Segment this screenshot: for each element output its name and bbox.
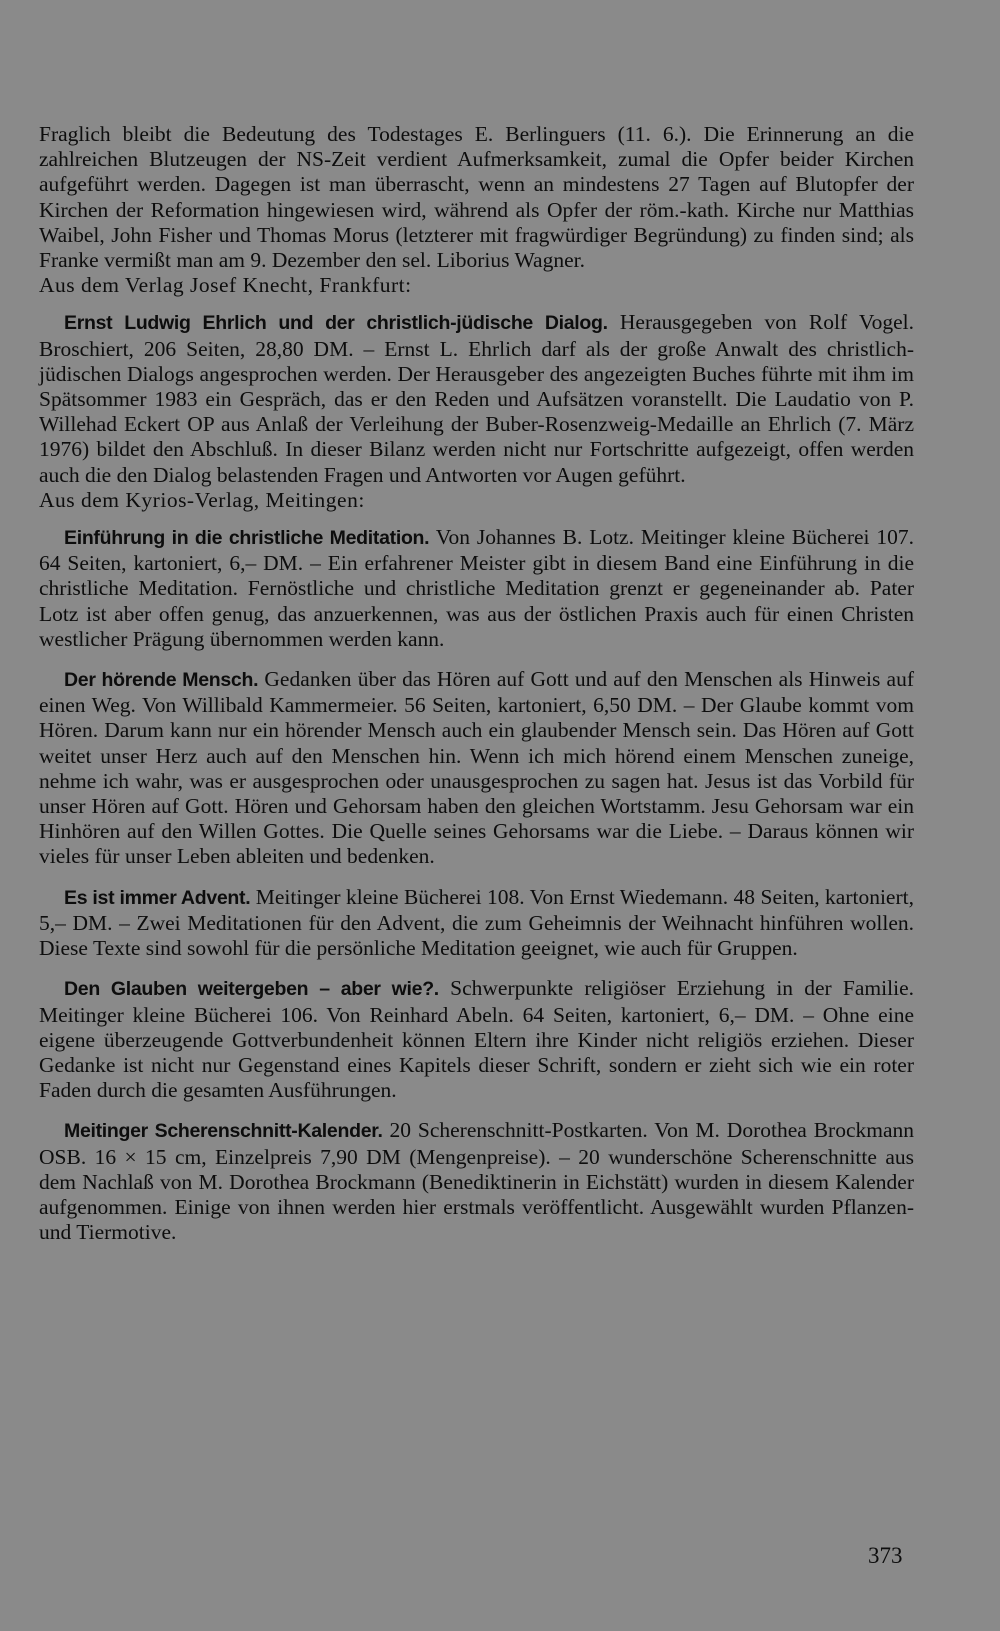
review-entry [39,976,914,1103]
review-entry [39,667,914,870]
review-entry [39,310,914,487]
section-heading-knecht: Aus dem Verlag Josef Knecht, Frankfurt: [39,273,412,298]
review-entry [39,525,914,652]
intro-paragraph: Fraglich bleibt die Bedeutung des Todestages E. Berlinguers (11. 6.). Die Erinnerung an die zahlreichen Blutzeugen der NS-Zeit verdient Aufmerksamkeit, zumal die Opfer beider Kirchen aufgeführt werden. Dagegen ist man überrascht, wenn an mindestens 27 Tagen auf Blutopfer der Kirchen der Reformation hingewiesen wird, während als Opfer der röm.-kath. Kirche nur Matthias Waibel, John Fisher und Thomas Morus (letzterer mit fragwürdiger Begründung) zu finden sind; als Franke vermißt man am 9. Dezember den sel. Liborius Wagner. [39,122,914,273]
entry-text: Schwerpunkte religiöser Erziehung in der Familie. Meitinger kleine Bücherei 106. Von Reinhard Abeln. 64 Seiten, kartoniert, 6,– DM. – Ohne eine eigene überzeugende Gottverbundenheit können Eltern ihre Kinder nicht religiös erziehen. Dieser Gedanke ist nicht nur Gegenstand eines Kapitels dieser Schrift, sondern er zieht sich wie ein roter Faden durch die gesamten Ausführungen. [39,976,914,1103]
entry-title: Meitinger Scherenschnitt-Kalender. [64,1120,383,1143]
entry-title: Einführung in die christliche Meditation. [64,527,430,550]
page-number: 373 [868,1543,903,1568]
entry-text: Von Johannes B. Lotz. Meitinger kleine Bücherei 107. 64 Seiten, kartoniert, 6,– DM. – Ein erfahrener Meister gibt in diesem Band eine Einführung in die christliche Meditation. Fernöstliche und christliche Meditation grenzt er gegeneinander ab. Pater Lotz ist aber offen genug, das anzuerkennen, was aus der östlichen Praxis auch für einen Christen westlicher Prägung übernommen werden kann. [39,525,915,651]
entry-title: Ernst Ludwig Ehrlich und der christlich-jüdische Dialog. [64,312,608,335]
review-entry [39,1118,914,1245]
page-text [39,122,914,1245]
entry-text: Herausgegeben von Rolf Vogel. Broschiert, 206 Seiten, 28,80 DM. – Ernst L. Ehrlich darf als der große Anwalt des christlich-jüdischen Dialogs angesprochen werden. Der Herausgeber des angezeigten Buches führte mit ihm im Spätsommer 1983 ein Gespräch, das er den Reden und Aufsätzen voranstellt. Die Laudatio von P. Willehad Eckert OP aus Anlaß der Verleihung der Buber-Rosenzweig-Medaille an Ehrlich (7. März 1976) bildet den Abschluß. In dieser Bilanz werden nicht nur Fortschritte aufgezeigt, offen werden auch die den Dialog belastenden Fragen und Antworten vor Augen geführt. [39,310,914,487]
section-heading-kyrios: Aus dem Kyrios-Verlag, Meitingen: [39,487,365,512]
entry-title: Der hörende Mensch. [64,669,259,692]
entry-text: Gedanken über das Hören auf Gott und auf den Menschen als Hinweis auf einen Weg. Von Willibald Kammermeier. 56 Seiten, kartoniert, 6,50 DM. – Der Glaube kommt vom Hören. Darum kann nur ein hörender Mensch auch ein glaubender Mensch sein. Das Hören auf Gott weitet unser Herz auch auf den Menschen hin. Wenn ich mich hörend einem Menschen zuneige, nehme ich wahr, was er ausgesprochen oder unausgesprochen zu sagen hat. Jesus ist das Vorbild für unser Hören auf Gott. Hören und Gehorsam haben den gleichen Wortstamm. Jesu Gehorsam war ein Hinhören auf den Willen Gottes. Die Quelle seines Gehorsams war die Liebe. – Daraus können wir vieles für unser Leben ableiten und bedenken. [39,667,914,869]
entry-title: Den Glauben weitergeben – aber wie?. [64,978,439,1001]
review-entry [39,885,914,962]
entry-text: 20 Scherenschnitt-Postkarten. Von M. Dorothea Brockmann OSB. 16 × 15 cm, Einzelpreis 7,90 DM (Mengenpreise). – 20 wunderschöne Scherenschnitte aus dem Nachlaß von M. Dorothea Brockmann (Benediktinerin in Eichstätt) wurden in diesem Kalender aufgenommen. Einige von ihnen werden hier erstmals veröffentlicht. Ausgewählt wurden Pflanzen- und Tiermotive. [39,1118,915,1245]
entry-text: Meitinger kleine Bücherei 108. Von Ernst Wiedemann. 48 Seiten, kartoniert, 5,– DM. – Zwei Meditationen für den Advent, die zum Geheimnis der Weihnacht hinführen wollen. Diese Texte sind sowohl für die persönliche Meditation geeignet, wie auch für Gruppen. [39,884,914,961]
entry-title: Es ist immer Advent. [64,886,251,909]
